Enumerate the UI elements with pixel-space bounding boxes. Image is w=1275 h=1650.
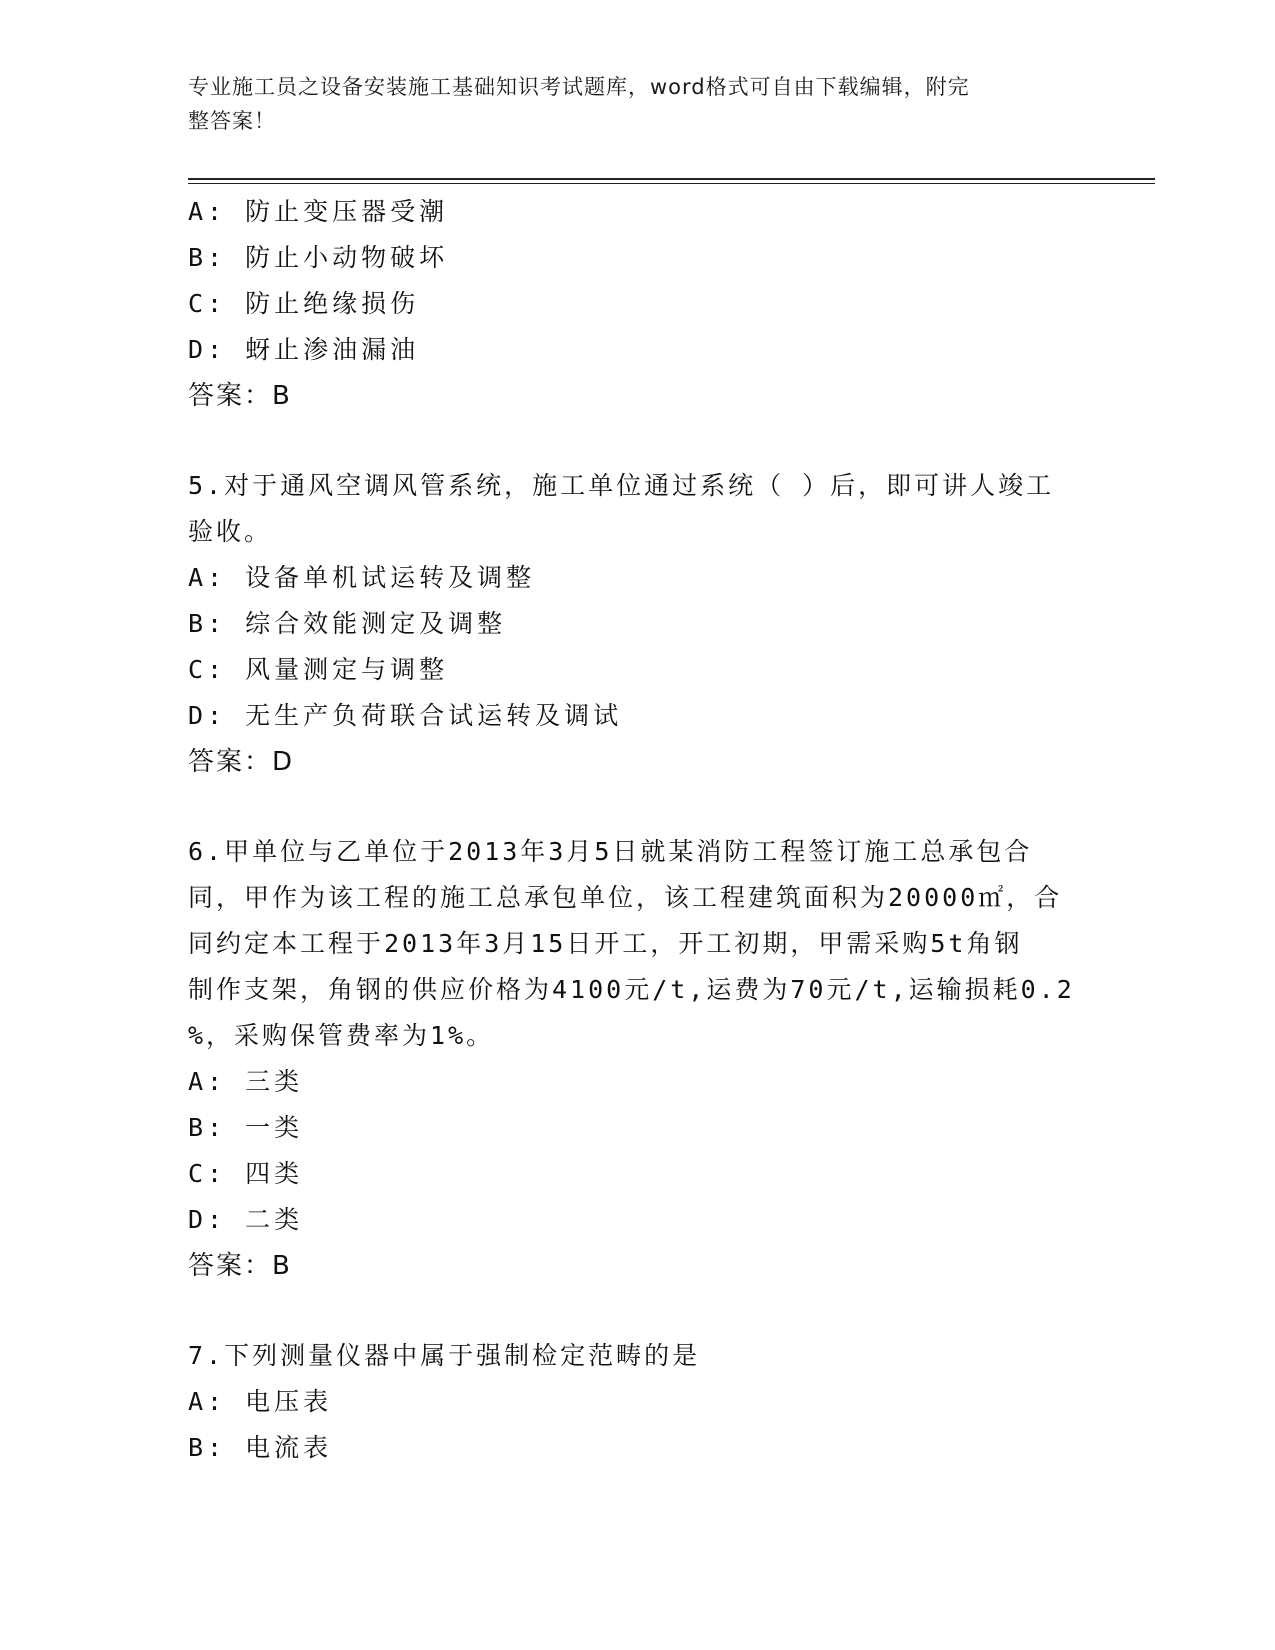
question-5-line-1: 5.对于通风空调风管系统，施工单位通过系统（ ）后，即可讲人竣工 <box>188 471 1055 500</box>
question-6-line-4: 制作支架，角钢的供应价格为4100元/t,运费为70元/t,运输损耗0.2 <box>188 975 1075 1004</box>
option-d: D: 二类 <box>188 1205 304 1234</box>
question-6-line-3: 同约定本工程于2013年3月15日开工，开工初期，甲需采购5t角钢 <box>188 929 1023 958</box>
option-b: B: 一类 <box>188 1113 304 1142</box>
question-6-answer: 答案：B <box>188 1251 292 1281</box>
question-7-stem <box>188 1333 1088 1379</box>
question-5-line-2: 验收。 <box>188 517 273 546</box>
option-b: B: 防止小动物破坏 <box>188 243 449 272</box>
question-5-options <box>188 555 1088 739</box>
header-divider-thin <box>188 183 1155 184</box>
header-divider-thick <box>188 178 1155 180</box>
question-7-line-1: 7.下列测量仪器中属于强制检定范畴的是 <box>188 1341 701 1370</box>
header-line-2: 整答案！ <box>188 109 276 133</box>
header-line-1: 专业施工员之设备安装施工基础知识考试题库，word格式可自由下载编辑，附完 <box>188 75 970 99</box>
question-6-line-2: 同，甲作为该工程的施工总承包单位，该工程建筑面积为20000㎡，合 <box>188 883 1063 912</box>
option-a: A: 三类 <box>188 1067 304 1096</box>
option-a: A: 设备单机试运转及调整 <box>188 563 536 592</box>
option-c: C: 防止绝缘损伤 <box>188 289 420 318</box>
question-6-stem <box>188 829 1088 1059</box>
option-b: B: 综合效能测定及调整 <box>188 609 507 638</box>
option-c: C: 风量测定与调整 <box>188 655 449 684</box>
question-6-line-1: 6.甲单位与乙单位于2013年3月5日就某消防工程签订施工总承包合 <box>188 837 1033 866</box>
question-7-options <box>188 1379 1088 1471</box>
question-5-answer: 答案：D <box>188 747 295 777</box>
document-body <box>188 189 1088 1471</box>
option-c: C: 四类 <box>188 1159 304 1188</box>
option-a: A: 防止变压器受潮 <box>188 197 449 226</box>
question-4-answer: 答案：B <box>188 381 292 411</box>
option-b: B: 电流表 <box>188 1433 333 1462</box>
option-d: D: 无生产负荷联合试运转及调试 <box>188 701 623 730</box>
option-a: A: 电压表 <box>188 1387 333 1416</box>
question-5-stem <box>188 463 1088 555</box>
question-4-options <box>188 189 1088 373</box>
question-6-line-5: %，采购保管费率为1%。 <box>188 1021 495 1050</box>
question-6-options <box>188 1059 1088 1243</box>
document-header <box>188 70 1068 138</box>
option-d: D: 蚜止渗油漏油 <box>188 335 420 364</box>
